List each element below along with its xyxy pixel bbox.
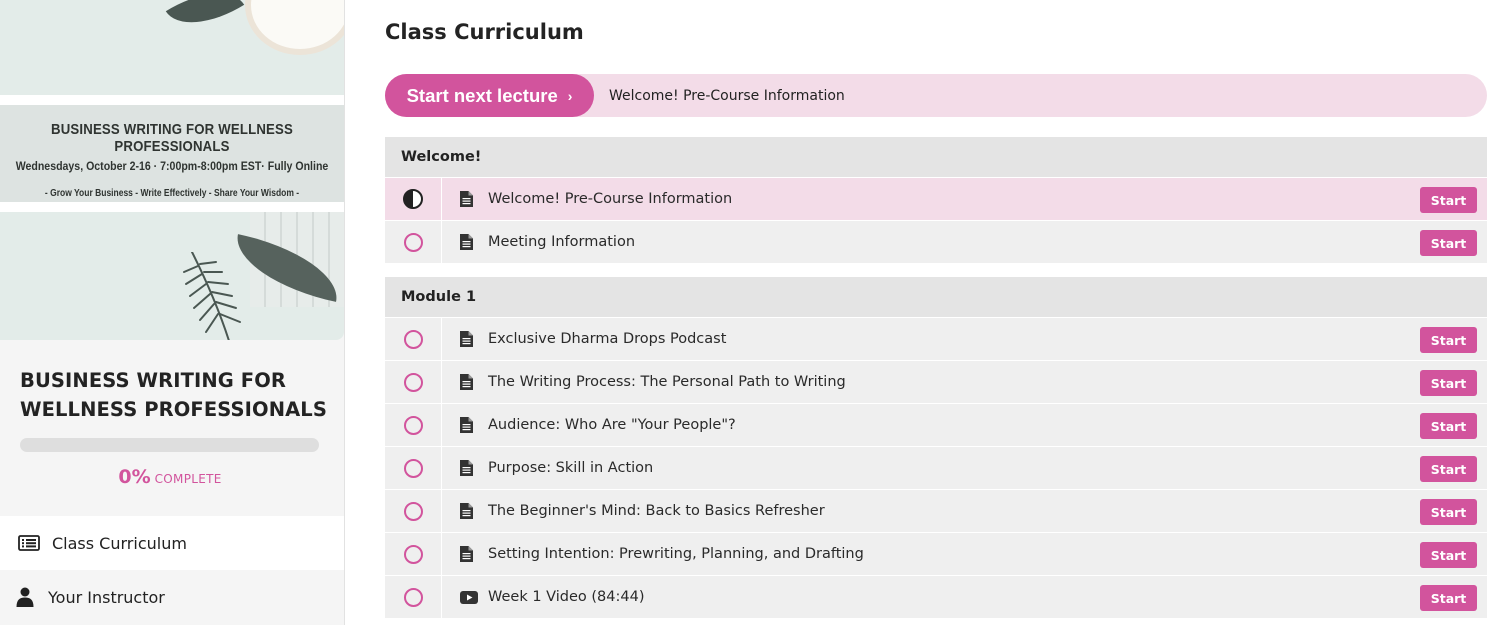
start-next-lecture-label: Start next lecture — [406, 84, 558, 106]
empty-circle-icon — [404, 545, 423, 564]
lecture-status — [385, 221, 442, 263]
user-icon — [12, 587, 38, 607]
banner-tagline: - Grow Your Business - Write Effectively - Share Your Wisdom - — [44, 188, 300, 199]
lecture-status — [385, 361, 442, 403]
start-lecture-button[interactable]: Start — [1420, 413, 1477, 439]
empty-circle-icon — [404, 373, 423, 392]
page-title: Class Curriculum — [385, 20, 584, 44]
lecture-title[interactable]: Week 1 Video (84:44) — [488, 589, 645, 605]
empty-circle-icon — [404, 459, 423, 478]
video-icon — [460, 591, 482, 604]
progress-label — [0, 466, 340, 488]
start-lecture-button[interactable]: Start — [1420, 499, 1477, 525]
lecture-title[interactable]: Setting Intention: Prewriting, Planning, and Drafting — [488, 546, 864, 562]
leaf-decoration — [166, 0, 244, 42]
banner-subtitle: Wednesdays, October 2-16 · 7:00pm-8:00pm EST· Fully Online — [15, 161, 329, 173]
lecture-row[interactable] — [385, 490, 1487, 533]
next-lecture-bar — [385, 74, 1487, 117]
document-icon — [460, 546, 482, 562]
start-lecture-button[interactable]: Start — [1420, 230, 1477, 256]
lecture-row[interactable] — [385, 576, 1487, 619]
document-icon — [460, 417, 482, 433]
chevron-right-icon: › — [567, 87, 573, 104]
empty-circle-icon — [404, 588, 423, 607]
fern-decoration — [182, 252, 244, 340]
lecture-title[interactable]: Exclusive Dharma Drops Podcast — [488, 331, 727, 347]
lecture-status — [385, 318, 442, 360]
lecture-row[interactable] — [385, 404, 1487, 447]
lecture-status — [385, 404, 442, 446]
document-icon — [460, 503, 482, 519]
lecture-status — [385, 178, 442, 220]
nav-label: Class Curriculum — [52, 533, 187, 553]
coffee-cup-decoration — [245, 0, 344, 55]
course-title: BUSINESS WRITING FOR WELLNESS PROFESSIONALS — [20, 369, 327, 421]
start-lecture-button[interactable]: Start — [1420, 327, 1477, 353]
section-title: Welcome! — [385, 137, 1487, 178]
start-next-lecture-button[interactable] — [385, 74, 594, 117]
document-icon — [460, 460, 482, 476]
section-title: Module 1 — [385, 277, 1487, 318]
lecture-title[interactable]: Purpose: Skill in Action — [488, 460, 654, 476]
start-lecture-button[interactable]: Start — [1420, 542, 1477, 568]
half-circle-icon — [403, 189, 423, 209]
lecture-row[interactable] — [385, 178, 1487, 221]
banner-title: BUSINESS WRITING FOR WELLNESS PROFESSIONALS — [51, 121, 293, 155]
nav-your-instructor[interactable] — [0, 570, 344, 624]
empty-circle-icon — [404, 502, 423, 521]
start-lecture-button[interactable]: Start — [1420, 456, 1477, 482]
lecture-row[interactable] — [385, 361, 1487, 404]
empty-circle-icon — [404, 330, 423, 349]
lecture-row[interactable] — [385, 533, 1487, 576]
lecture-row[interactable] — [385, 318, 1487, 361]
start-lecture-button[interactable]: Start — [1420, 585, 1477, 611]
lecture-status — [385, 533, 442, 575]
progress-complete-label: COMPLETE — [154, 472, 222, 486]
lecture-row[interactable] — [385, 221, 1487, 264]
document-icon — [460, 374, 482, 390]
document-icon — [460, 191, 482, 207]
lecture-title[interactable]: Meeting Information — [488, 234, 636, 250]
banner-title-band — [0, 105, 344, 202]
start-lecture-button[interactable]: Start — [1420, 370, 1477, 396]
empty-circle-icon — [404, 416, 423, 435]
nav-label: Your Instructor — [48, 587, 165, 607]
section-module-1 — [385, 277, 1487, 619]
lecture-title[interactable]: The Writing Process: The Personal Path to Writing — [488, 374, 846, 390]
next-lecture-title: Welcome! Pre-Course Information — [609, 87, 845, 104]
nav-class-curriculum[interactable] — [0, 516, 344, 570]
lecture-status — [385, 490, 442, 532]
document-icon — [460, 234, 482, 250]
progress-percent: 0% — [118, 466, 151, 488]
lecture-row[interactable] — [385, 447, 1487, 490]
section-welcome — [385, 137, 1487, 264]
lecture-status — [385, 447, 442, 489]
lecture-title[interactable]: Audience: Who Are "Your People"? — [488, 417, 736, 433]
sidebar — [0, 0, 345, 625]
lecture-title[interactable]: Welcome! Pre-Course Information — [488, 191, 733, 207]
empty-circle-icon — [404, 233, 423, 252]
document-icon — [460, 331, 482, 347]
lecture-title[interactable]: The Beginner's Mind: Back to Basics Refresher — [488, 503, 825, 519]
list-icon — [16, 533, 42, 553]
lecture-status — [385, 576, 442, 618]
course-banner-image — [0, 0, 344, 340]
start-lecture-button[interactable]: Start — [1420, 187, 1477, 213]
progress-bar — [20, 438, 319, 452]
